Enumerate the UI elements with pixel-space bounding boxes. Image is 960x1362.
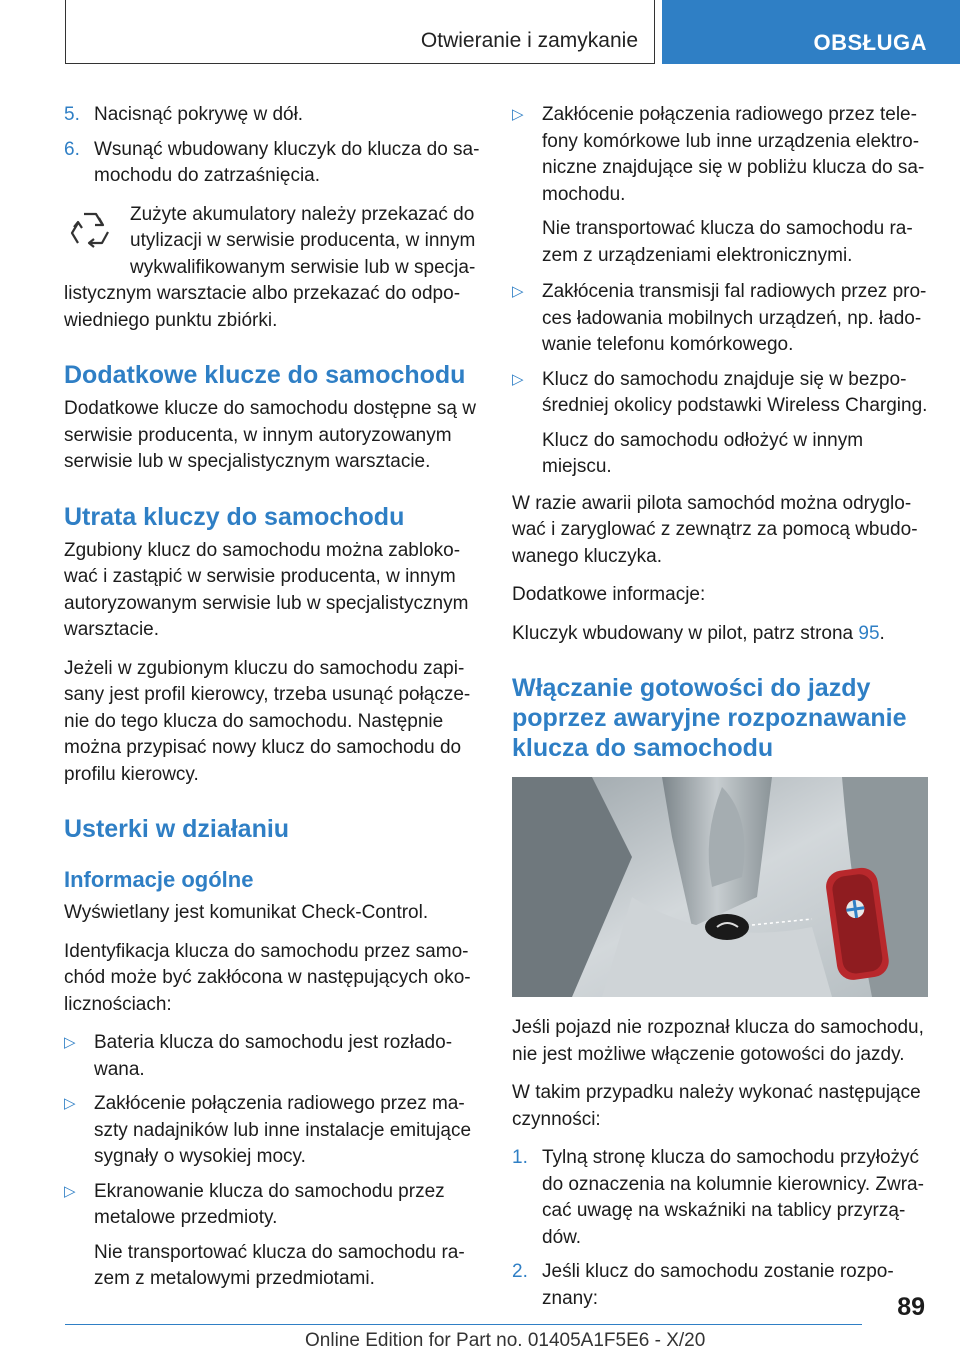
recycle-note-text: Zużyte akumulatory należy przekazać do utylizacji w serwisie producenta, w innym wykwalifikowanym serwisie lub w specjalistycznym warsztacie albo przekazać do odpowiedniego punktu zbiórki.: [64, 203, 476, 331]
right-column: [512, 102, 932, 1320]
step-number: 1.: [512, 1147, 528, 1168]
triangle-bullet-icon: ▷: [64, 1095, 76, 1112]
bullet-subtext: Klucz do samochodu odłożyć w innym miejscu.: [542, 429, 864, 477]
bullet-item: [512, 102, 932, 208]
bullet-text: Ekranowanie klucza do samochodu przez metalowe przedmioty.: [94, 1180, 445, 1228]
bullet-text: Klucz do samochodu znajduje się w bezpośredniej okolicy podstawki Wireless Charging.: [542, 368, 928, 416]
bullet-subtext: Nie transportować klucza do samochodu razem z metalowymi przedmiotami.: [94, 1241, 465, 1289]
page-number: 89: [897, 1293, 925, 1321]
recycle-icon: [64, 206, 116, 258]
triangle-bullet-icon: ▷: [512, 283, 524, 300]
bullet-text: Zakłócenia transmisji fal radiowych przez proces ładowania mobilnych urządzeń, np. ładowanie telefonu komórkowego.: [542, 281, 927, 355]
heading-emergency-detection: Włączanie gotowości do jazdy poprzez awaryjne rozpoznawanie klucza do samochodu: [512, 674, 907, 762]
triangle-bullet-icon: ▷: [512, 370, 524, 388]
step-number: 2.: [512, 1261, 528, 1282]
steering-column-photo: [512, 777, 928, 997]
reference-end: .: [879, 622, 885, 644]
step-text: Jeśli klucz do samochodu zostanie rozpoznany:: [542, 1261, 894, 1309]
step-item: [512, 1145, 932, 1251]
heading-general-info: Informacje ogólne: [64, 867, 254, 892]
step-text: Nacisnąć pokrywę w dół.: [94, 104, 304, 125]
chapter-title: Otwieranie i zamykanie: [420, 29, 638, 52]
step-item: [512, 1259, 932, 1312]
step-text: Wsunąć wbudowany kluczyk do klucza do samochodu do zatrzaśnięcia.: [94, 138, 480, 186]
footer-rule: [65, 1324, 862, 1325]
step-item: [64, 137, 484, 190]
paragraph: Jeśli pojazd nie rozpoznał klucza do samochodu, nie jest możliwe włączenie gotowości do jazdy.: [512, 1017, 924, 1065]
recycle-note: [64, 202, 484, 335]
left-column: [64, 102, 484, 1303]
paragraph: Zgubiony klucz do samochodu można zablokować i zastąpić w serwisie producenta, w innym autoryzowanym serwisie lub w specjalistycznym warsztacie.: [64, 539, 469, 640]
step-number: 5.: [64, 104, 80, 125]
paragraph: W takim przypadku należy wykonać następujące czynności:: [512, 1082, 921, 1130]
bullet-item: [64, 1030, 484, 1083]
section-tab[interactable]: [662, 0, 960, 64]
page-link[interactable]: 95: [858, 622, 880, 644]
steering-column-illustration: [512, 777, 928, 997]
bullet-subtext: Nie transportować klucza do samochodu razem z urządzeniami elektronicznymi.: [542, 218, 913, 266]
bullet-item: [64, 1179, 484, 1232]
edition-footer: Online Edition for Part no. 01405A1F5E6 - X/20: [305, 1330, 706, 1351]
bullet-item: [512, 279, 932, 359]
bullet-item: [64, 1091, 484, 1171]
triangle-bullet-icon: ▷: [64, 1034, 76, 1051]
paragraph: W razie awarii pilota samochód można odryglować i zaryglować z zewnątrz za pomocą wbudowanego kluczyka.: [512, 492, 918, 567]
paragraph: Jeżeli w zgubionym kluczu do samochodu zapisany jest profil kierowcy, trzeba usunąć połączenie do tego klucza do samochodu. Następnie można przypisać nowy klucz do samochodu do profilu kierowcy.: [64, 657, 471, 785]
paragraph: Dodatkowe informacje:: [512, 584, 706, 605]
section-tab-label: OBSŁUGA: [813, 30, 927, 55]
heading-additional-keys: Dodatkowe klucze do samochodu: [64, 361, 466, 389]
triangle-bullet-icon: ▷: [64, 1182, 76, 1200]
paragraph: Identyfikacja klucza do samochodu przez samochód może być zakłócona w następujących okolicznościach:: [64, 940, 471, 1015]
heading-key-loss: Utrata kluczy do samochodu: [64, 502, 405, 531]
bullet-item: [512, 367, 932, 420]
heading-malfunctions: Usterki w działaniu: [64, 815, 290, 843]
step-number: 6.: [64, 138, 80, 160]
bullet-text: Bateria klucza do samochodu jest rozładowana.: [94, 1032, 453, 1080]
paragraph: Dodatkowe klucze do samochodu dostępne są w serwisie producenta, w innym autoryzowanym serwisie lub w specjalistycznym warsztacie.: [64, 398, 476, 472]
paragraph: Wyświetlany jest komunikat Check-Control.: [64, 902, 429, 923]
triangle-bullet-icon: ▷: [512, 106, 524, 123]
paragraph-cross-reference: [512, 621, 932, 648]
bullet-text: Zakłócenie połączenia radiowego przez maszty nadajników lub inne instalacje emitujące sygnały o wysokiej mocy.: [94, 1093, 472, 1167]
step-item: [64, 102, 484, 129]
step-text: Tylną stronę klucza do samochodu przyłożyć do oznaczenia na kolumnie kierownicy. Zwracać uwagę na wskaźniki na tablicy przyrządów.: [542, 1147, 924, 1248]
bullet-text: Zakłócenie połączenia radiowego przez telefony komórkowe lub inne urządzenia elektroniczne znajdujące się w pobliżu klucza do samochodu.: [542, 104, 925, 205]
reference-text: Kluczyk wbudowany w pilot, patrz strona: [512, 622, 859, 644]
